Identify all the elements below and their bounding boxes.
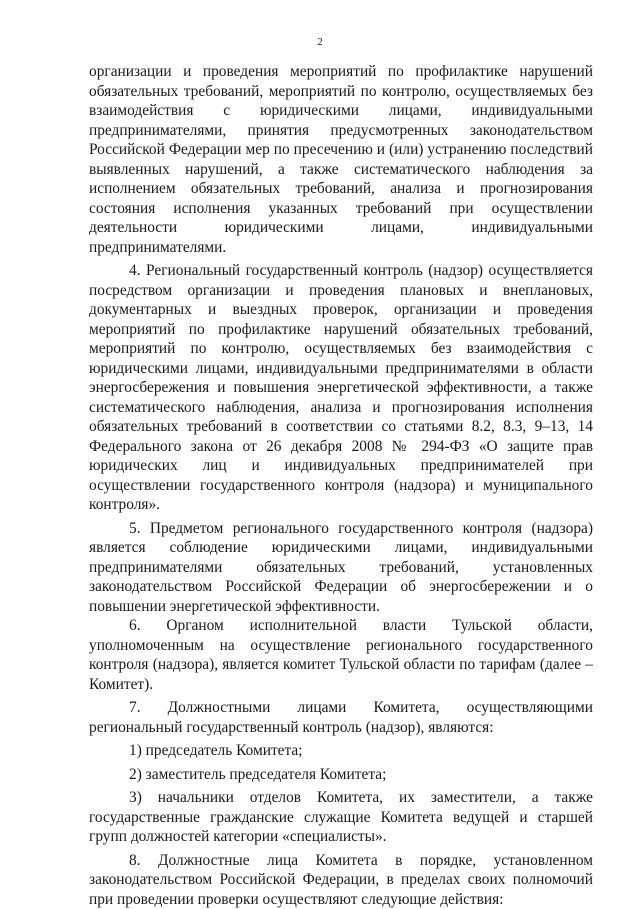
list-item-2: 2) заместитель председателя Комитета; [89, 765, 593, 785]
document-body [89, 62, 593, 909]
paragraph-8: 8. Должностные лица Комитета в порядке, установленном законодательством Российской Федерации, в пределах своих полномочий при проведении проверки осуществляют следующие действия: [89, 851, 593, 909]
paragraph-4: 4. Региональный государственный контроль (надзор) осуществляется посредством организации и проведения плановых и внеплановых, документарных и выездных проверок, организации и проведения мероприятий по профилактике нарушений обязательных требований, мероприятий по контролю, осуществляемых без взаимодействия с юридическими лицами, индивидуальными предпринимателями в области энергосбережения и повышения энергетической эффективности, а также систематического наблюдения, анализа и прогнозирования исполнения обязательных требований в соответствии со статьями 8.2, 8.3, 9–13, 14 Федерального закона от 26 декабря 2008 № 294-ФЗ «О защите прав юридических лиц и индивидуальных предпринимателей при осуществлении государственного контроля (надзора) и муниципального контроля». [89, 261, 593, 515]
paragraph-5: 5. Предметом регионального государственного контроля (надзора) является соблюдение юридическими лицами, индивидуальными предпринимателями обязательных требований, установленных законодательством Российской Федерации об энергосбережении и о повышении энергетической эффективности. [89, 519, 593, 617]
paragraph-6: 6. Органом исполнительной власти Тульской области, уполномоченным на осуществление регионального государственного контроля (надзора), является комитет Тульской области по тарифам (далее – Комитет). [89, 616, 593, 694]
list-item-1: 1) председатель Комитета; [89, 741, 593, 761]
page-number: 2 [0, 36, 640, 48]
list-item-3: 3) начальники отделов Комитета, их заместители, а также государственные гражданские служащие Комитета ведущей и старшей групп должностей категории «специалисты». [89, 788, 593, 847]
paragraph-continuation: организации и проведения мероприятий по профилактике нарушений обязательных требований, мероприятий по контролю, осуществляемых без взаимодействия с юридическими лицами, индивидуальными предпринимателями, принятия предусмотренных законодательством Российской Федерации мер по пресечению и (или) устранению последствий выявленных нарушений, а также систематического наблюдения за исполнением обязательных требований, анализа и прогнозирования состояния исполнения указанных требований при осуществлении деятельности юридическими лицами, индивидуальными предпринимателями. [89, 62, 593, 257]
paragraph-7: 7. Должностными лицами Комитета, осуществляющими региональный государственный контроль (надзор), являются: [89, 698, 593, 737]
